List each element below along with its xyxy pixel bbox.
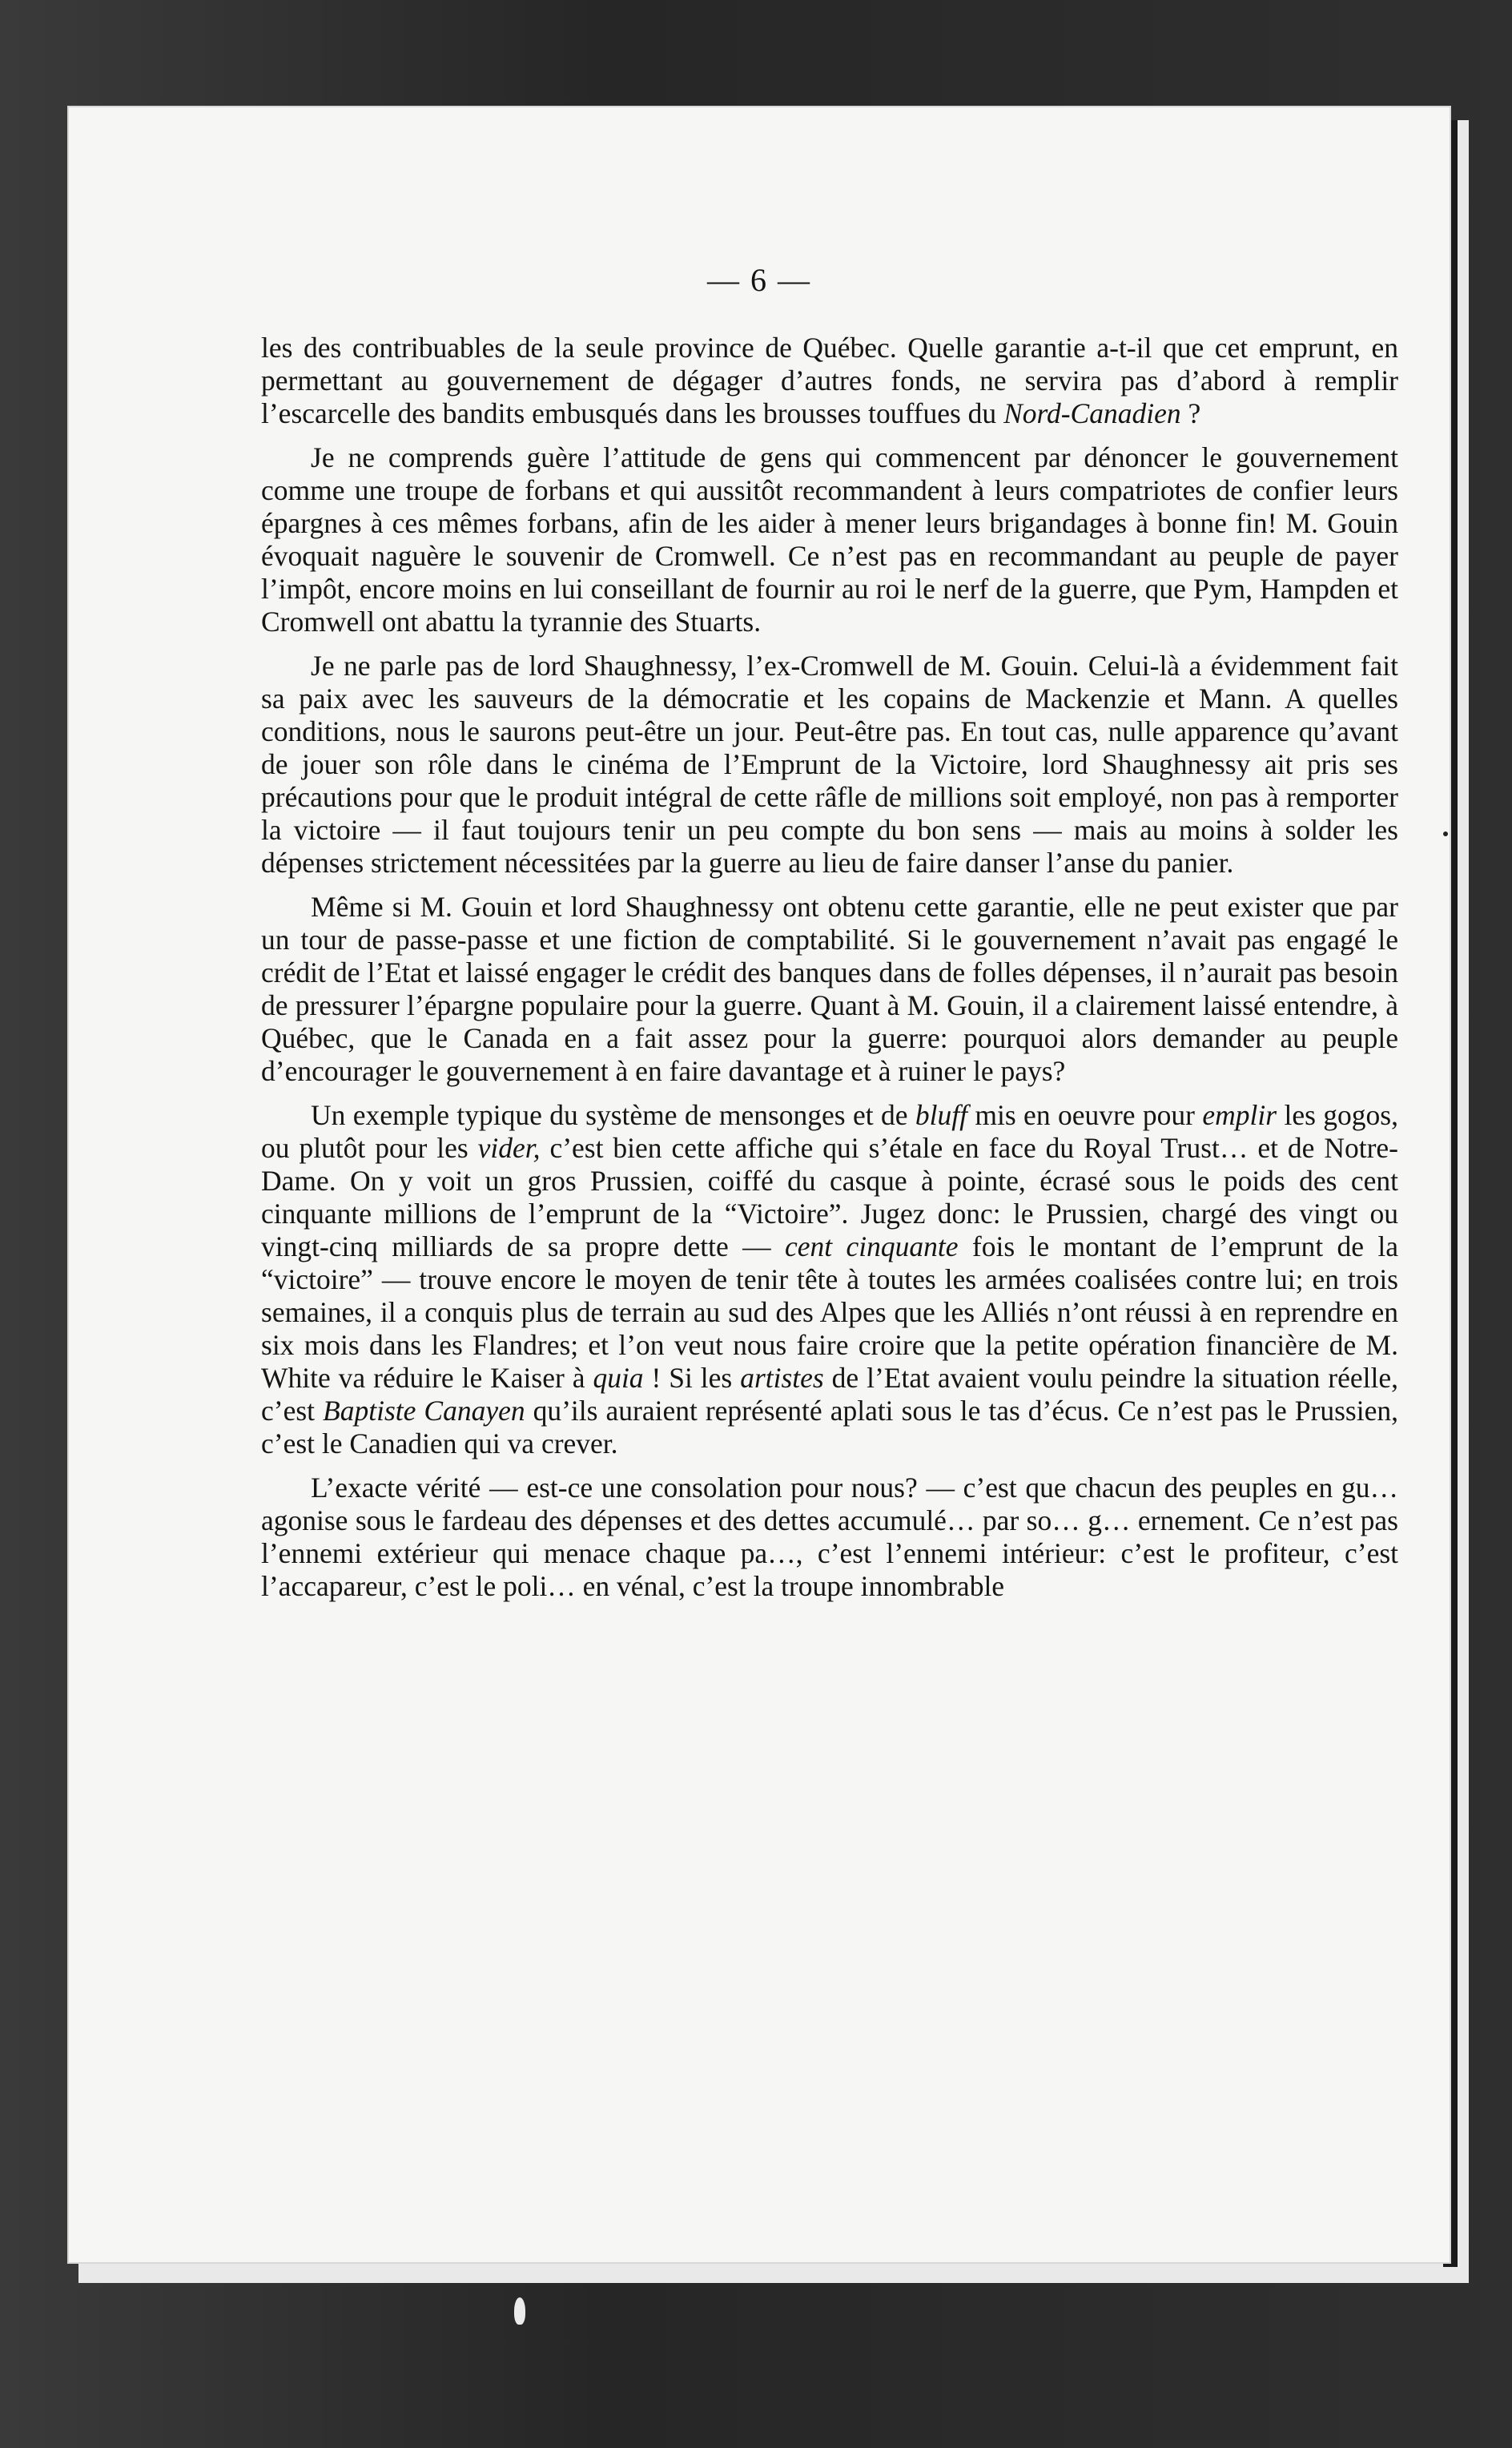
paragraph: [261, 1099, 1398, 1460]
paragraph-text: de l’Etat avaient voulu peindre la situation réelle, c’est: [261, 1362, 1398, 1427]
paragraph-text: c’est bien cette affiche qui s’étale en face du Royal Trust… et de Notre-Dame. On y voit un gros Prussien, coiffé du casque à pointe, écrasé sous le poids des cent cinquante millions de l’emprunt de la “Victoire”. Jugez donc: le Prussien, chargé des vingt ou vingt-cinq milliards de sa propre dette —: [261, 1132, 1398, 1262]
paragraph-text: Un exemple typique du système de mensonges et de: [311, 1099, 915, 1131]
paragraph-text: ! Si les: [643, 1362, 741, 1394]
italic-text: artistes: [740, 1362, 824, 1394]
paragraph-text: L’exacte vérité — est-ce une consolation pour nous? — c’est que chacun des peuples en gu… agonise sous le fardeau des dépenses et des dettes accumulé… par so… g… ernement. Ce n’est pas l’ennemi extérieur qui menace chaque pa…, c’est l’ennemi intérieur: c’est le profiteur, c’est l’accapareur, c’est le poli… en vénal, c’est la troupe innombrable: [261, 1472, 1398, 1602]
paragraph-text: Je ne parle pas de lord Shaughnessy, l’ex-Cromwell de M. Gouin. Celui-là a évidemment fait sa paix avec les sauveurs de la démocratie et les copains de Mackenzie et Mann. A quelles conditions, nous le saurons peut-être un jour. Peut-être pas. En tout cas, nulle apparence qu’avant de jouer son rôle dans le cinéma de l’Emprunt de la Victoire, lord Shaughnessy ait pris ses précautions pour que le produit intégral de cette râfle de millions soit employé, non pas à remporter la victoire — il faut toujours tenir un peu compte du bon sens — mais au moins à solder les dépenses strictement nécessitées par la guerre au lieu de faire danser l’anse du panier.: [261, 650, 1398, 879]
italic-text: Baptiste Canayen: [323, 1395, 525, 1427]
page-number: — 6 —: [707, 262, 811, 298]
italic-text: quia: [593, 1362, 644, 1394]
paragraph-text: qu’ils auraient représenté aplati sous le tas d’écus. Ce n’est pas le Prussien, c’est le Canadien qui va crever.: [261, 1395, 1398, 1460]
paragraph: [261, 1472, 1398, 1603]
scan-mark: [514, 2297, 525, 2325]
paragraph-text: les gogos, ou plutôt pour les: [261, 1099, 1398, 1164]
italic-text: Nord-Canadien: [1003, 397, 1181, 429]
paragraph-text: Je ne comprends guère l’attitude de gens qui commencent par dénoncer le gouvernement comme une troupe de forbans et qui aussitôt recommandent à leurs compatriotes de confier leurs épargnes à ces mêmes forbans, afin de les aider à mener leurs brigandages à bonne fin! M. Gouin évoquait naguère le souvenir de Cromwell. Ce n’est pas en recommandant au peuple de payer l’impôt, encore moins en lui conseillant de fournir au roi le nerf de la guerre, que Pym, Hampden et Cromwell ont abattu la tyrannie des Stuarts.: [261, 441, 1398, 638]
paragraph-text: Même si M. Gouin et lord Shaughnessy ont obtenu cette garantie, elle ne peut exister que par un tour de passe-passe et une fiction de comptabilité. Si le gouvernement n’avait pas engagé le crédit de l’Etat et laissé engager le crédit des banques dans de folles dépenses, il n’aurait pas besoin de pressurer l’épargne populaire pour la guerre. Quant à M. Gouin, il a clairement laissé entendre, à Québec, que le Canada en a fait assez pour la guerre: pourquoi alors demander au peuple d’encourager le gouvernement à en faire davantage et à ruiner le pays?: [261, 891, 1398, 1087]
paragraph: [261, 891, 1398, 1088]
document-page: [69, 107, 1450, 2262]
paragraph-text: mis en oeuvre pour: [967, 1099, 1203, 1131]
italic-text: cent cinquante: [785, 1230, 959, 1262]
paragraph: [261, 441, 1398, 638]
paragraph-text: les des contribuables de la seule province de Québec. Quelle garantie a-t-il que cet emprunt, en permettant au gouvernement de dégager d’autres fonds, ne servira pas d’abord à remplir l’escarcelle des bandits embusqués dans les brousses touffues du: [261, 332, 1398, 429]
paragraph-text: fois le montant de l’emprunt de la “victoire” — trouve encore le moyen de tenir tête à toutes les armées coalisées contre lui; en trois semaines, il a conquis plus de terrain au sud des Alpes que les Alliés n’ont réussi à en reprendre en six mois dans les Flandres; et l’on veut nous faire croire que la petite opération financière de M. White va réduire le Kaiser à: [261, 1230, 1398, 1394]
italic-text: emplir: [1202, 1099, 1277, 1131]
paragraph: [261, 650, 1398, 880]
italic-text: vider,: [477, 1132, 541, 1164]
paragraph-text: ?: [1180, 397, 1201, 429]
paragraph: [261, 332, 1398, 430]
scan-speck: [1443, 831, 1448, 836]
body-text: [261, 332, 1398, 1614]
italic-text: bluff: [915, 1099, 967, 1131]
